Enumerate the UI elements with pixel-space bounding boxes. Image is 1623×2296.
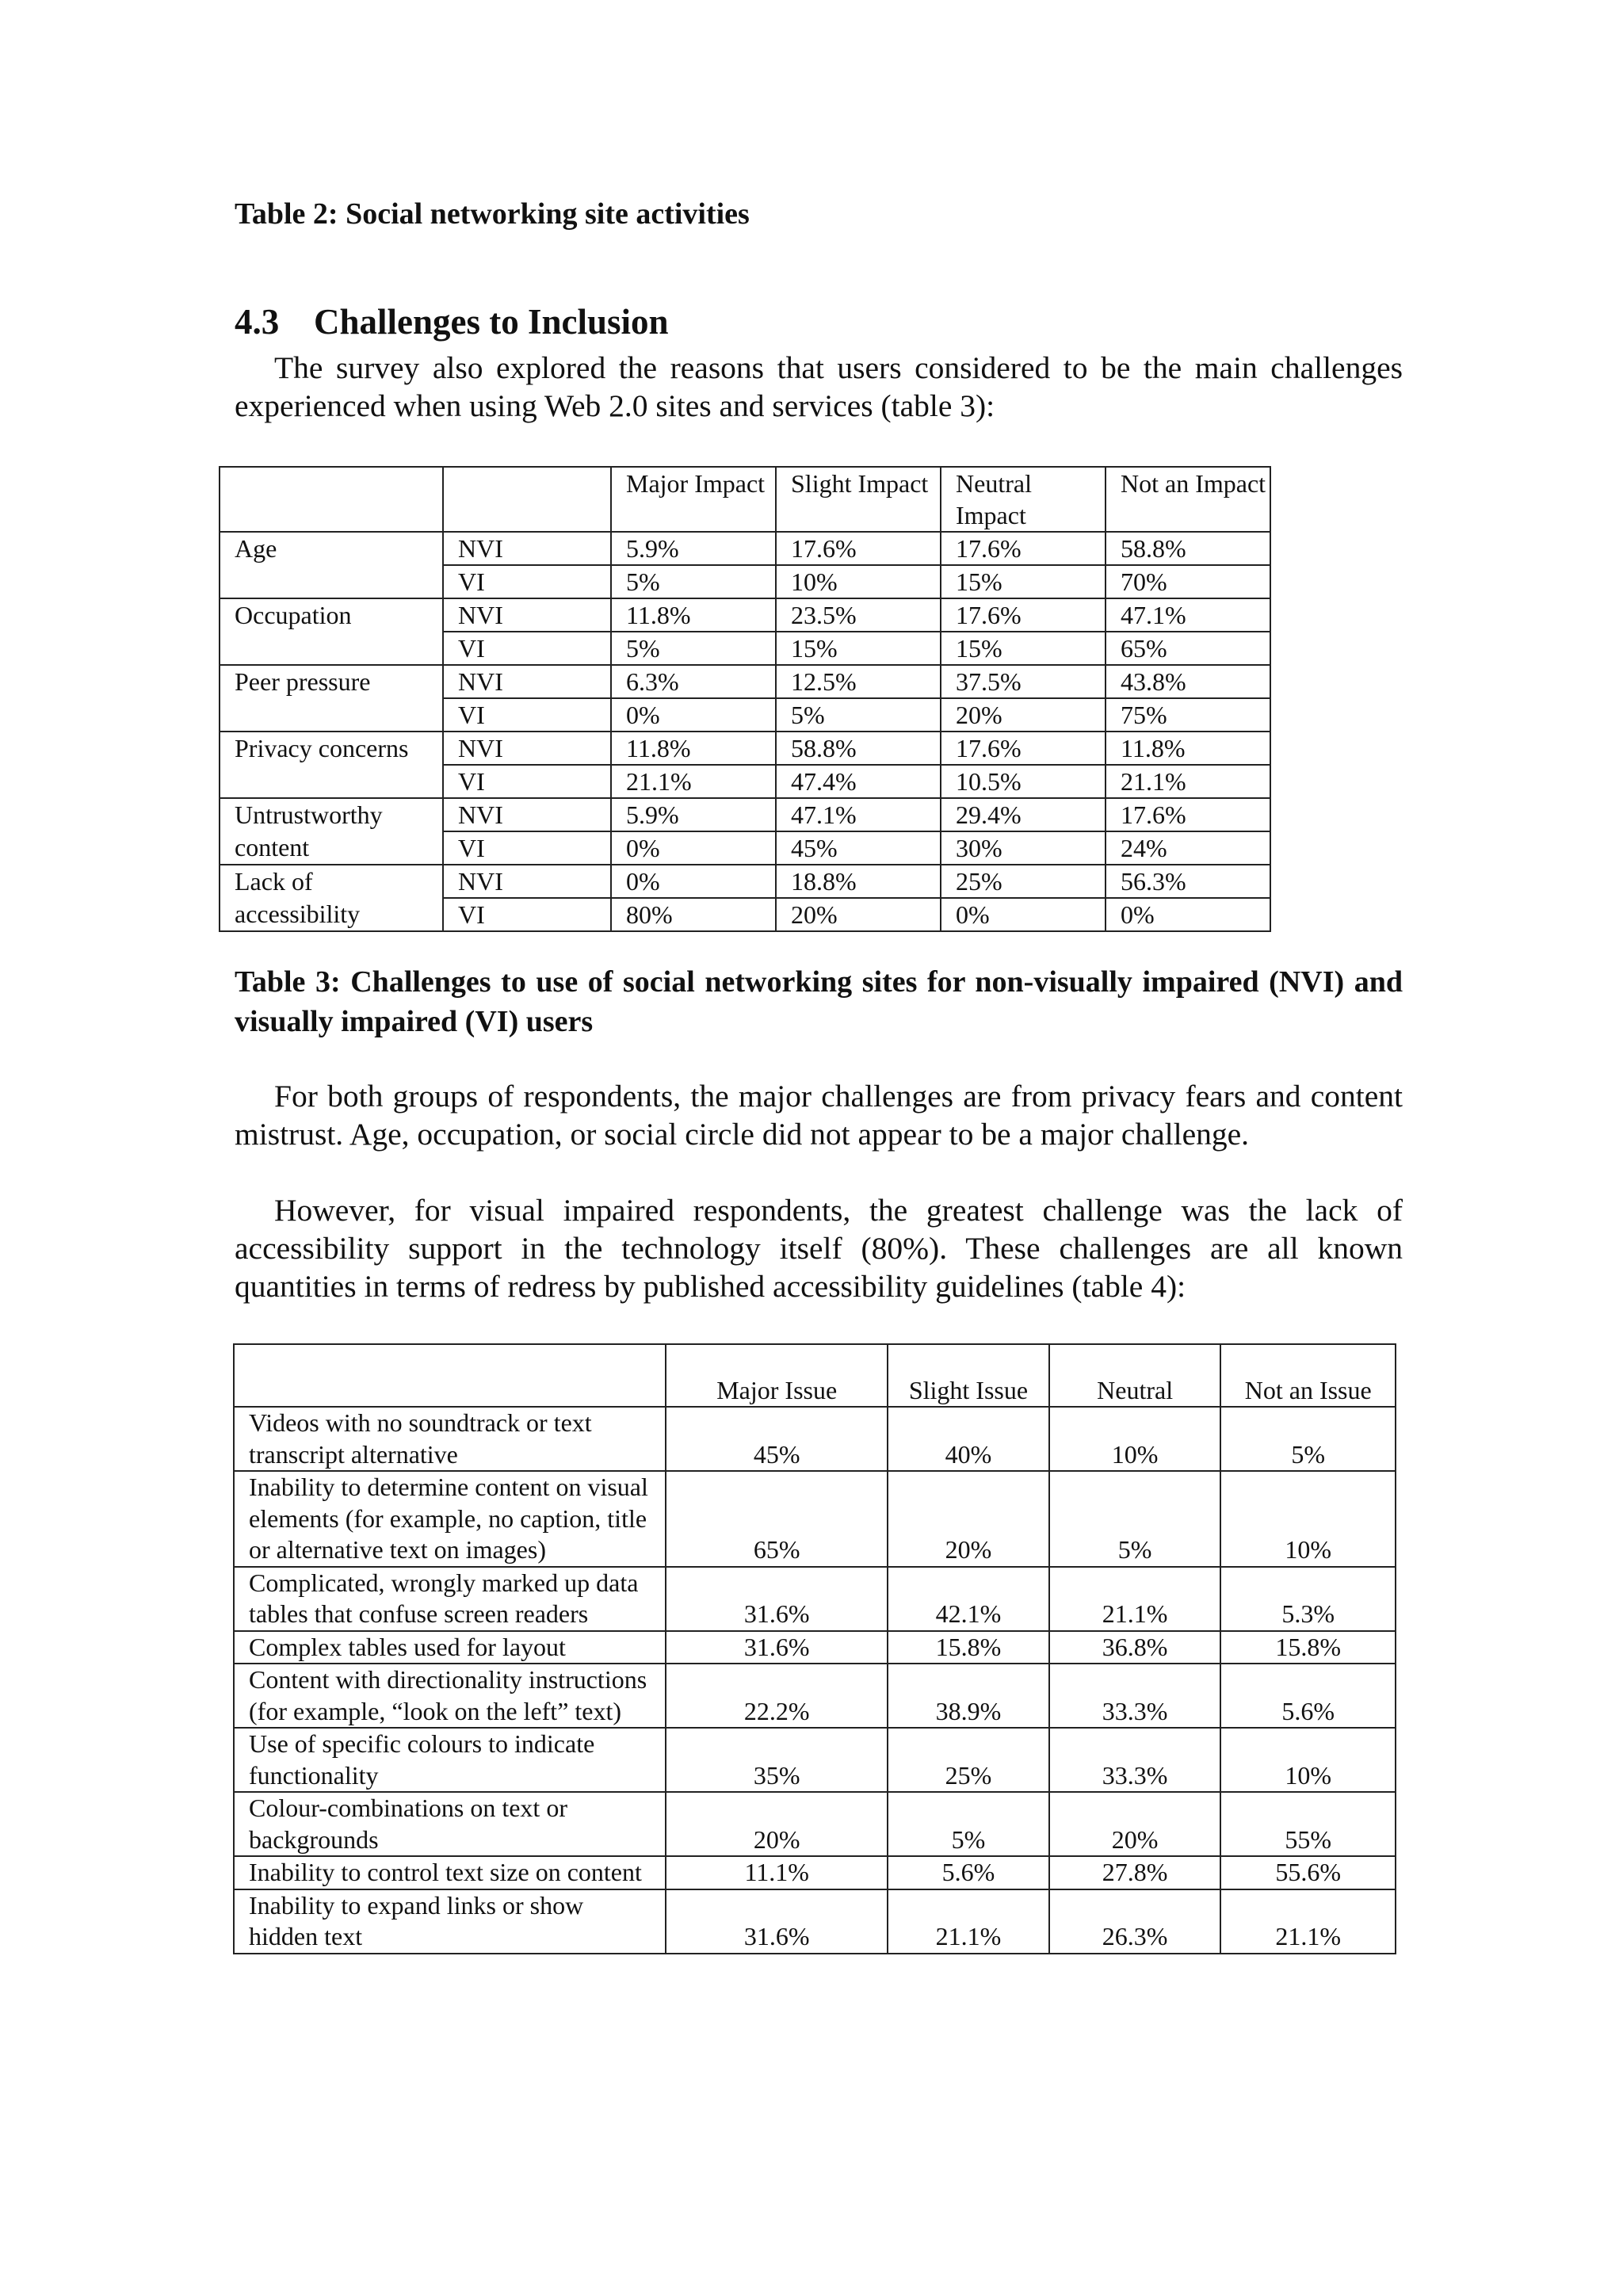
table-3-row xyxy=(220,598,1270,632)
table-3-value-cell: 15% xyxy=(941,632,1106,665)
table-4-value-cell: 20% xyxy=(888,1471,1049,1567)
table-3-value-cell: 24% xyxy=(1106,831,1270,865)
table-3-group-cell: VI xyxy=(443,831,611,865)
table-4 xyxy=(233,1343,1396,1954)
section-heading xyxy=(235,300,669,344)
table-3-row-label: Lack of xyxy=(220,865,443,898)
table-4-row xyxy=(234,1407,1396,1471)
table-4-value-cell: 38.9% xyxy=(888,1664,1049,1728)
table-3-row xyxy=(220,798,1270,831)
table-4-value-cell: 42.1% xyxy=(888,1567,1049,1631)
table-4-header-cell: Major Issue xyxy=(666,1344,888,1407)
table-4-value-cell: 26.3% xyxy=(1049,1889,1221,1954)
table-4-value-cell: 5.6% xyxy=(888,1856,1049,1889)
table-3-value-cell: 58.8% xyxy=(1106,532,1270,565)
table-3-row-label xyxy=(220,565,443,598)
table-4-value-cell: 21.1% xyxy=(1049,1567,1221,1631)
table-3-value-cell: 18.8% xyxy=(776,865,941,898)
table-3-value-cell: 0% xyxy=(611,698,776,732)
table-3-value-cell: 80% xyxy=(611,898,776,931)
table-4-row-label: Complicated, wrongly marked up data tables that confuse screen readers xyxy=(234,1567,666,1631)
section-title: Challenges to Inclusion xyxy=(314,302,669,342)
table-3-row-label: Privacy concerns xyxy=(220,732,443,765)
table-4-value-cell: 10% xyxy=(1220,1728,1396,1792)
table-3-header-cell: Neutral Impact xyxy=(941,467,1106,532)
table-4-header-cell: Neutral xyxy=(1049,1344,1221,1407)
table-3-value-cell: 17.6% xyxy=(941,532,1106,565)
table-3-row xyxy=(220,532,1270,565)
table-4-value-cell: 35% xyxy=(666,1728,888,1792)
paragraph-1: For both groups of respondents, the major challenges are from privacy fears and content mistrust. Age, occupation, or social circle did not appear to be a major challenge. xyxy=(235,1079,1403,1152)
table-3-value-cell: 11.8% xyxy=(611,598,776,632)
table-3-value-cell: 21.1% xyxy=(611,765,776,798)
table-3-row-label xyxy=(220,632,443,665)
table-3-row-label: content xyxy=(220,831,443,865)
table-4-value-cell: 22.2% xyxy=(666,1664,888,1728)
table-2-caption: Table 2: Social networking site activities xyxy=(235,197,750,231)
table-3-value-cell: 75% xyxy=(1106,698,1270,732)
table-4-row-label: Complex tables used for layout xyxy=(234,1631,666,1664)
table-3-header-row xyxy=(220,467,1270,532)
table-3-row xyxy=(220,898,1270,931)
table-3-value-cell: 29.4% xyxy=(941,798,1106,831)
table-4-value-cell: 45% xyxy=(666,1407,888,1471)
table-4-header-row xyxy=(234,1344,1396,1407)
table-4-header-cell xyxy=(234,1344,666,1407)
table-4-value-cell: 15.8% xyxy=(888,1631,1049,1664)
table-3-header-cell: Major Impact xyxy=(611,467,776,532)
table-3-header-cell: Not an Impact xyxy=(1106,467,1270,532)
table-4-header-cell: Slight Issue xyxy=(888,1344,1049,1407)
table-4-row xyxy=(234,1471,1396,1567)
table-4-value-cell: 10% xyxy=(1049,1407,1221,1471)
table-3-header-cell xyxy=(443,467,611,532)
table-4-value-cell: 36.8% xyxy=(1049,1631,1221,1664)
table-3-row xyxy=(220,665,1270,698)
table-4-value-cell: 11.1% xyxy=(666,1856,888,1889)
table-3-value-cell: 45% xyxy=(776,831,941,865)
table-3-value-cell: 43.8% xyxy=(1106,665,1270,698)
table-4-row-label: Colour-combinations on text or backgrounds xyxy=(234,1792,666,1856)
table-3-group-cell: NVI xyxy=(443,732,611,765)
table-3-header-cell: Slight Impact xyxy=(776,467,941,532)
table-4-value-cell: 5% xyxy=(1220,1407,1396,1471)
table-4-row xyxy=(234,1728,1396,1792)
section-number: 4.3 xyxy=(235,302,280,342)
table-3-row xyxy=(220,565,1270,598)
table-4-row-label: Content with directionality instructions (for example, “look on the left” text) xyxy=(234,1664,666,1728)
table-3-row xyxy=(220,632,1270,665)
table-3-row-label: Untrustworthy xyxy=(220,798,443,831)
table-3-value-cell: 21.1% xyxy=(1106,765,1270,798)
table-4-row-label: Videos with no soundtrack or text transcript alternative xyxy=(234,1407,666,1471)
table-3-value-cell: 20% xyxy=(776,898,941,931)
table-3-group-cell: NVI xyxy=(443,532,611,565)
table-3-row-label: Occupation xyxy=(220,598,443,632)
table-4-row xyxy=(234,1856,1396,1889)
table-3-value-cell: 47.1% xyxy=(776,798,941,831)
table-3-value-cell: 20% xyxy=(941,698,1106,732)
table-3-value-cell: 5.9% xyxy=(611,798,776,831)
table-3-group-cell: VI xyxy=(443,632,611,665)
table-3-value-cell: 17.6% xyxy=(776,532,941,565)
table-3-row xyxy=(220,865,1270,898)
table-3-value-cell: 17.6% xyxy=(941,732,1106,765)
table-3-caption: Table 3: Challenges to use of social networking sites for non-visually impaired (NVI) and visually impaired (VI) users xyxy=(235,965,1403,1038)
table-4-value-cell: 10% xyxy=(1220,1471,1396,1567)
table-3-group-cell: VI xyxy=(443,565,611,598)
table-4-value-cell: 21.1% xyxy=(888,1889,1049,1954)
table-3-row-label: accessibility xyxy=(220,898,443,931)
table-4-value-cell: 55% xyxy=(1220,1792,1396,1856)
table-4-row-label: Use of specific colours to indicate functionality xyxy=(234,1728,666,1792)
table-3-value-cell: 5% xyxy=(611,632,776,665)
table-3-value-cell: 70% xyxy=(1106,565,1270,598)
table-3-value-cell: 0% xyxy=(611,865,776,898)
table-3-value-cell: 47.1% xyxy=(1106,598,1270,632)
table-3-group-cell: NVI xyxy=(443,598,611,632)
table-4-row xyxy=(234,1631,1396,1664)
table-3-row-label xyxy=(220,765,443,798)
table-3-value-cell: 11.8% xyxy=(1106,732,1270,765)
table-4-row xyxy=(234,1889,1396,1954)
table-3-group-cell: VI xyxy=(443,898,611,931)
table-3-group-cell: NVI xyxy=(443,865,611,898)
table-4-value-cell: 5.6% xyxy=(1220,1664,1396,1728)
table-4-value-cell: 5% xyxy=(888,1792,1049,1856)
table-3-group-cell: VI xyxy=(443,698,611,732)
table-3-value-cell: 10% xyxy=(776,565,941,598)
table-3-row xyxy=(220,698,1270,732)
table-3-row xyxy=(220,831,1270,865)
table-3-group-cell: VI xyxy=(443,765,611,798)
table-4-row-label: Inability to expand links or show hidden text xyxy=(234,1889,666,1954)
table-3-value-cell: 25% xyxy=(941,865,1106,898)
table-4-value-cell: 33.3% xyxy=(1049,1728,1221,1792)
table-3-row xyxy=(220,732,1270,765)
table-4-value-cell: 5% xyxy=(1049,1471,1221,1567)
table-4-value-cell: 20% xyxy=(1049,1792,1221,1856)
table-4-value-cell: 31.6% xyxy=(666,1567,888,1631)
table-3-value-cell: 47.4% xyxy=(776,765,941,798)
table-4-value-cell: 55.6% xyxy=(1220,1856,1396,1889)
table-4-value-cell: 5.3% xyxy=(1220,1567,1396,1631)
table-3-value-cell: 58.8% xyxy=(776,732,941,765)
table-3-value-cell: 30% xyxy=(941,831,1106,865)
table-4-value-cell: 65% xyxy=(666,1471,888,1567)
table-3-value-cell: 11.8% xyxy=(611,732,776,765)
table-3-row-label: Age xyxy=(220,532,443,565)
table-4-row-label: Inability to control text size on content xyxy=(234,1856,666,1889)
table-3-row xyxy=(220,765,1270,798)
table-3-group-cell: NVI xyxy=(443,798,611,831)
table-4-row xyxy=(234,1567,1396,1631)
table-3-value-cell: 0% xyxy=(1106,898,1270,931)
table-3-value-cell: 5% xyxy=(776,698,941,732)
table-3-value-cell: 37.5% xyxy=(941,665,1106,698)
table-4-header-cell: Not an Issue xyxy=(1220,1344,1396,1407)
table-3-value-cell: 0% xyxy=(611,831,776,865)
table-4-value-cell: 31.6% xyxy=(666,1889,888,1954)
table-3-row-label xyxy=(220,698,443,732)
table-4-row xyxy=(234,1664,1396,1728)
table-4-value-cell: 31.6% xyxy=(666,1631,888,1664)
table-3-value-cell: 10.5% xyxy=(941,765,1106,798)
table-4-value-cell: 40% xyxy=(888,1407,1049,1471)
table-3-value-cell: 65% xyxy=(1106,632,1270,665)
table-4-value-cell: 27.8% xyxy=(1049,1856,1221,1889)
table-3-value-cell: 5.9% xyxy=(611,532,776,565)
table-3-value-cell: 15% xyxy=(776,632,941,665)
table-4-value-cell: 20% xyxy=(666,1792,888,1856)
table-3-value-cell: 12.5% xyxy=(776,665,941,698)
table-3 xyxy=(219,466,1271,932)
table-3-value-cell: 17.6% xyxy=(941,598,1106,632)
table-3-header-cell xyxy=(220,467,443,532)
table-3-group-cell: NVI xyxy=(443,665,611,698)
table-3-value-cell: 5% xyxy=(611,565,776,598)
table-3-value-cell: 23.5% xyxy=(776,598,941,632)
table-4-row-label: Inability to determine content on visual elements (for example, no caption, title or alternative text on images) xyxy=(234,1471,666,1567)
table-3-value-cell: 0% xyxy=(941,898,1106,931)
table-4-value-cell: 21.1% xyxy=(1220,1889,1396,1954)
table-3-value-cell: 17.6% xyxy=(1106,798,1270,831)
table-3-value-cell: 6.3% xyxy=(611,665,776,698)
table-4-value-cell: 33.3% xyxy=(1049,1664,1221,1728)
table-4-value-cell: 25% xyxy=(888,1728,1049,1792)
table-3-row-label: Peer pressure xyxy=(220,665,443,698)
table-3-value-cell: 56.3% xyxy=(1106,865,1270,898)
paragraph-2: However, for visual impaired respondents, the greatest challenge was the lack of accessibility support in the technology itself (80%). These challenges are all known quantities in terms of redress by published accessibility guidelines (table 4): xyxy=(235,1193,1403,1304)
table-3-value-cell: 15% xyxy=(941,565,1106,598)
table-4-value-cell: 15.8% xyxy=(1220,1631,1396,1664)
table-4-row xyxy=(234,1792,1396,1856)
intro-paragraph: The survey also explored the reasons that users considered to be the main challenges experienced when using Web 2.0 sites and services (table 3): xyxy=(235,350,1403,423)
